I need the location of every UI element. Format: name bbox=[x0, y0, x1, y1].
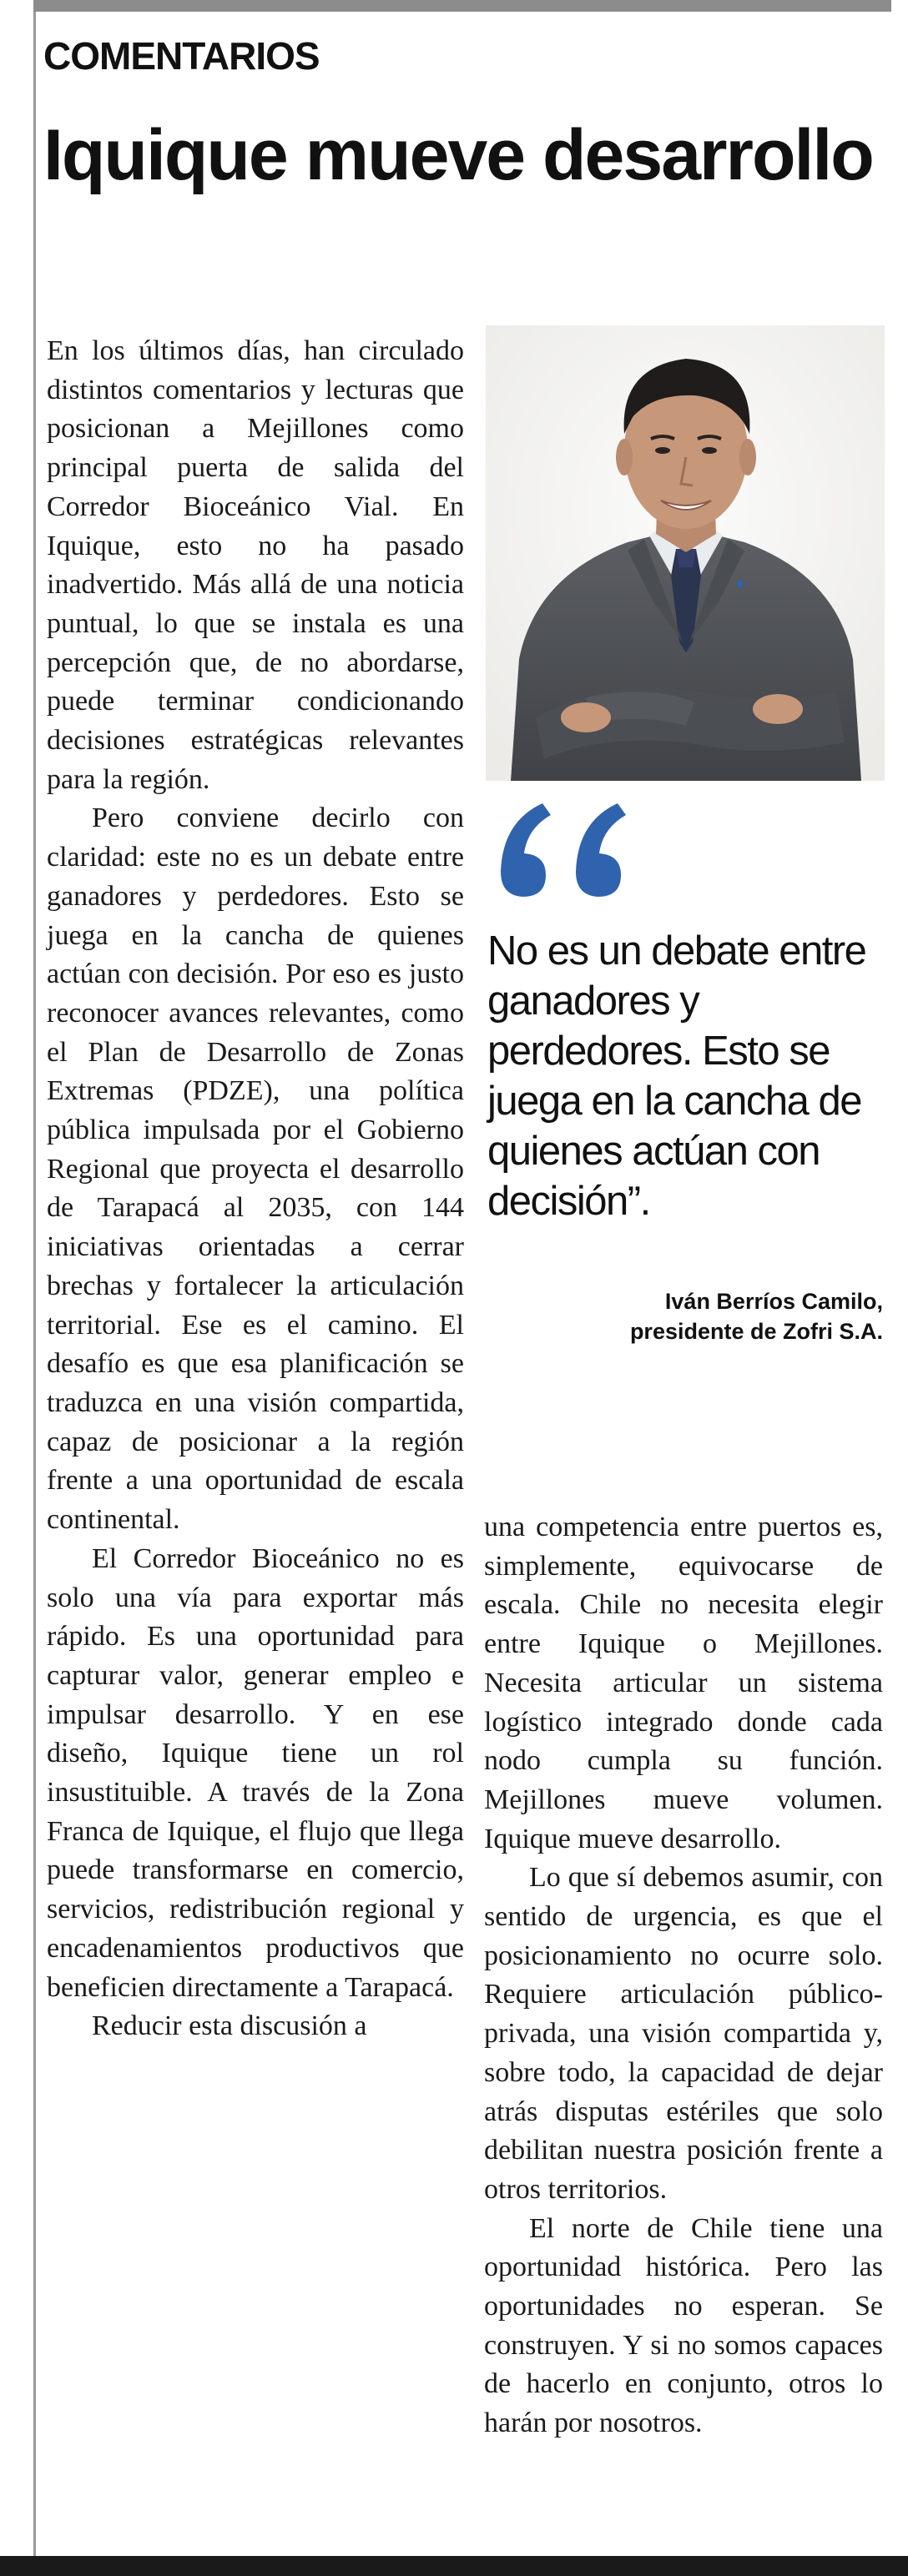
paragraph: Lo que sí debemos asumir, con sentido de urgencia, es que el posicionamiento no ocurre solo. Requiere articulación público-privada, una visión compartida y, sobre todo, la capacidad de dejar atrás disputas estériles que solo debilitan nuestra posición frente a otros territorios. bbox=[484, 1862, 883, 2205]
paragraph: una competencia entre puertos es, simplemente, equivocarse de escala. Chile no necesita elegir entre Iquique o Mejillones. Necesita articular un sistema logístico integrado donde cada nodo cumpla su función. Mejillones mueve volumen. Iquique mueve desarrollo. bbox=[484, 1512, 883, 1854]
quote-mark-icon bbox=[484, 788, 634, 913]
bottom-rule bbox=[0, 2556, 908, 2576]
left-column bbox=[47, 332, 464, 2046]
paragraph: Reducir esta discusión a bbox=[92, 2010, 367, 2042]
paragraph: Pero conviene decirlo con claridad: este no es un debate entre ganadores y perdedores. Esto se juega en la cancha de quienes actúan con decisión. Por eso es justo reconocer avances relevantes, como el Plan de Desarrollo de Zonas Extremas (PDZE), una política pública impulsada por el Gobierno Regional que proyecta el desarrollo de Tarapacá al 2035, con 144 iniciativas orientadas a cerrar brechas y fortalecer la articulación territorial. Ese es el camino. El desafío es que esa planificación se traduzca en una visión compartida, capaz de posicionar a la región frente a una oportunidad de escala continental. bbox=[47, 802, 464, 1536]
author-name: Iván Berríos Camilo, bbox=[664, 1289, 883, 1314]
author-photo bbox=[486, 325, 885, 781]
paragraph: El norte de Chile tiene una oportunidad histórica. Pero las oportunidades no esperan. Se construyen. Y si no somos capaces de hacerlo en conjunto, otros lo harán por nosotros. bbox=[484, 2212, 883, 2439]
right-column bbox=[484, 1508, 883, 2443]
top-rule bbox=[33, 0, 891, 12]
pull-quote: No es un debate entre ganadores y perdedores. Esto se juega en la cancha de quienes actúan con decisión”. bbox=[487, 928, 866, 1224]
portrait-illustration bbox=[486, 325, 885, 781]
paragraph: En los últimos días, han circulado distintos comentarios y lecturas que posicionan a Mejillones como principal puerta de salida del Corredor Bioceánico Vial. En Iquique, esto no ha pasado inadvertido. Más allá de una noticia puntual, lo que se instala es una percepción que, de no abordarse, puede terminar condicionando decisiones estratégicas relevantes para la región. bbox=[47, 335, 464, 795]
section-label: COMENTARIOS bbox=[43, 34, 320, 78]
quote-attribution bbox=[630, 1286, 883, 1346]
author-role: presidente de Zofri S.A. bbox=[629, 1319, 883, 1344]
paragraph: El Corredor Bioceánico no es solo una vía para exportar más rápido. Es una oportunidad para capturar valor, generar empleo e impulsar desarrollo. Y en ese diseño, Iquique tiene un rol insustituible. A través de la Zona Franca de Iquique, el flujo que llega puede transformarse en comercio, servicios, redistribución regional y encadenamientos productivos que beneficien directamente a Tarapacá. bbox=[47, 1542, 464, 2003]
headline: Iquique mueve desarrollo bbox=[43, 115, 873, 195]
left-rule bbox=[33, 12, 36, 2556]
